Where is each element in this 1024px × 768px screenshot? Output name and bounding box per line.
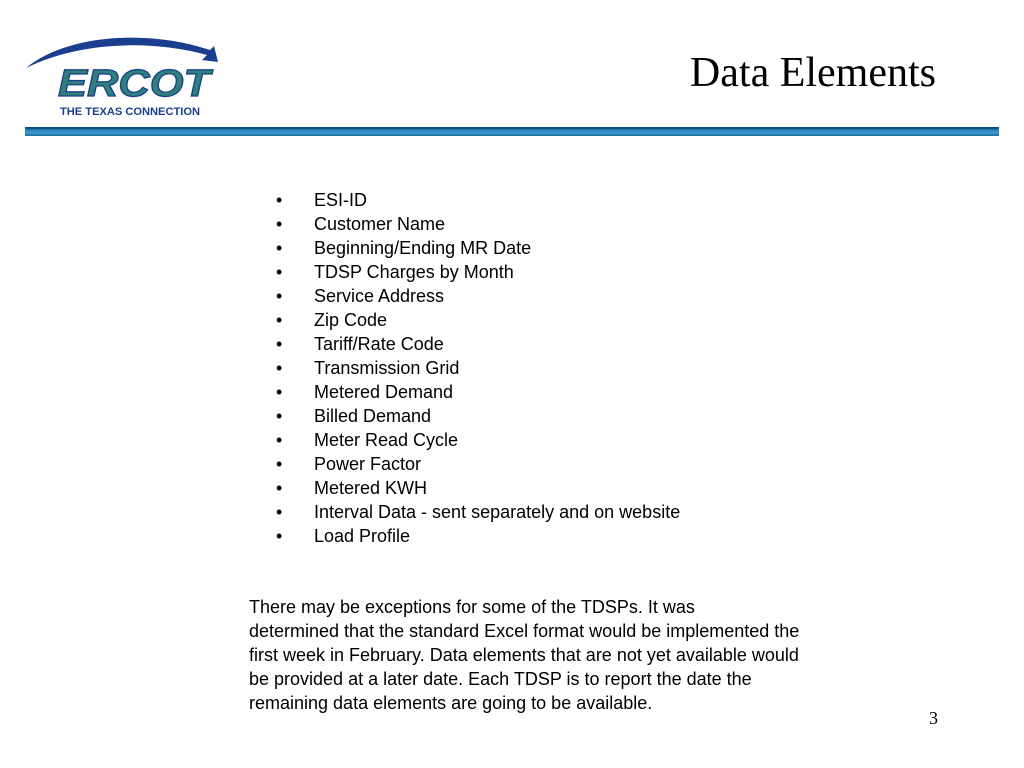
list-item: • Billed Demand [272, 404, 680, 428]
list-item: • Beginning/Ending MR Date [272, 236, 680, 260]
note-line: first week in February. Data elements that are not yet available would [249, 645, 799, 665]
list-item: • Interval Data - sent separately and on website [272, 500, 680, 524]
list-item: • Power Factor [272, 452, 680, 476]
note-line: determined that the standard Excel format would be implemented the [249, 621, 800, 641]
list-item: • Transmission Grid [272, 356, 680, 380]
data-elements-list [272, 188, 680, 548]
note-line: be provided at a later date. Each TDSP is to report the date the [249, 669, 752, 689]
note-line: remaining data elements are going to be available. [249, 693, 653, 713]
list-item: • Customer Name [272, 212, 680, 236]
exceptions-note [249, 595, 879, 715]
list-item: • Tariff/Rate Code [272, 332, 680, 356]
list-item: • Zip Code [272, 308, 680, 332]
list-item: • TDSP Charges by Month [272, 260, 680, 284]
list-item: • Service Address [272, 284, 680, 308]
logo-wordmark: ERCOT [58, 63, 214, 105]
ercot-logo [24, 26, 220, 122]
slide-title: Data Elements [689, 50, 936, 96]
list-item: • Load Profile [272, 524, 680, 548]
header-divider-band [25, 129, 999, 136]
ercot-logo-graphic [24, 26, 220, 122]
list-item: • Metered Demand [272, 380, 680, 404]
header-divider [25, 127, 999, 136]
page-number: 3 [929, 708, 938, 728]
list-item: • Metered KWH [272, 476, 680, 500]
list-item: • ESI-ID [272, 188, 680, 212]
logo-tagline: THE TEXAS CONNECTION [60, 106, 201, 118]
list-item: • Meter Read Cycle [272, 428, 680, 452]
note-line: There may be exceptions for some of the TDSPs. It was [249, 597, 695, 617]
